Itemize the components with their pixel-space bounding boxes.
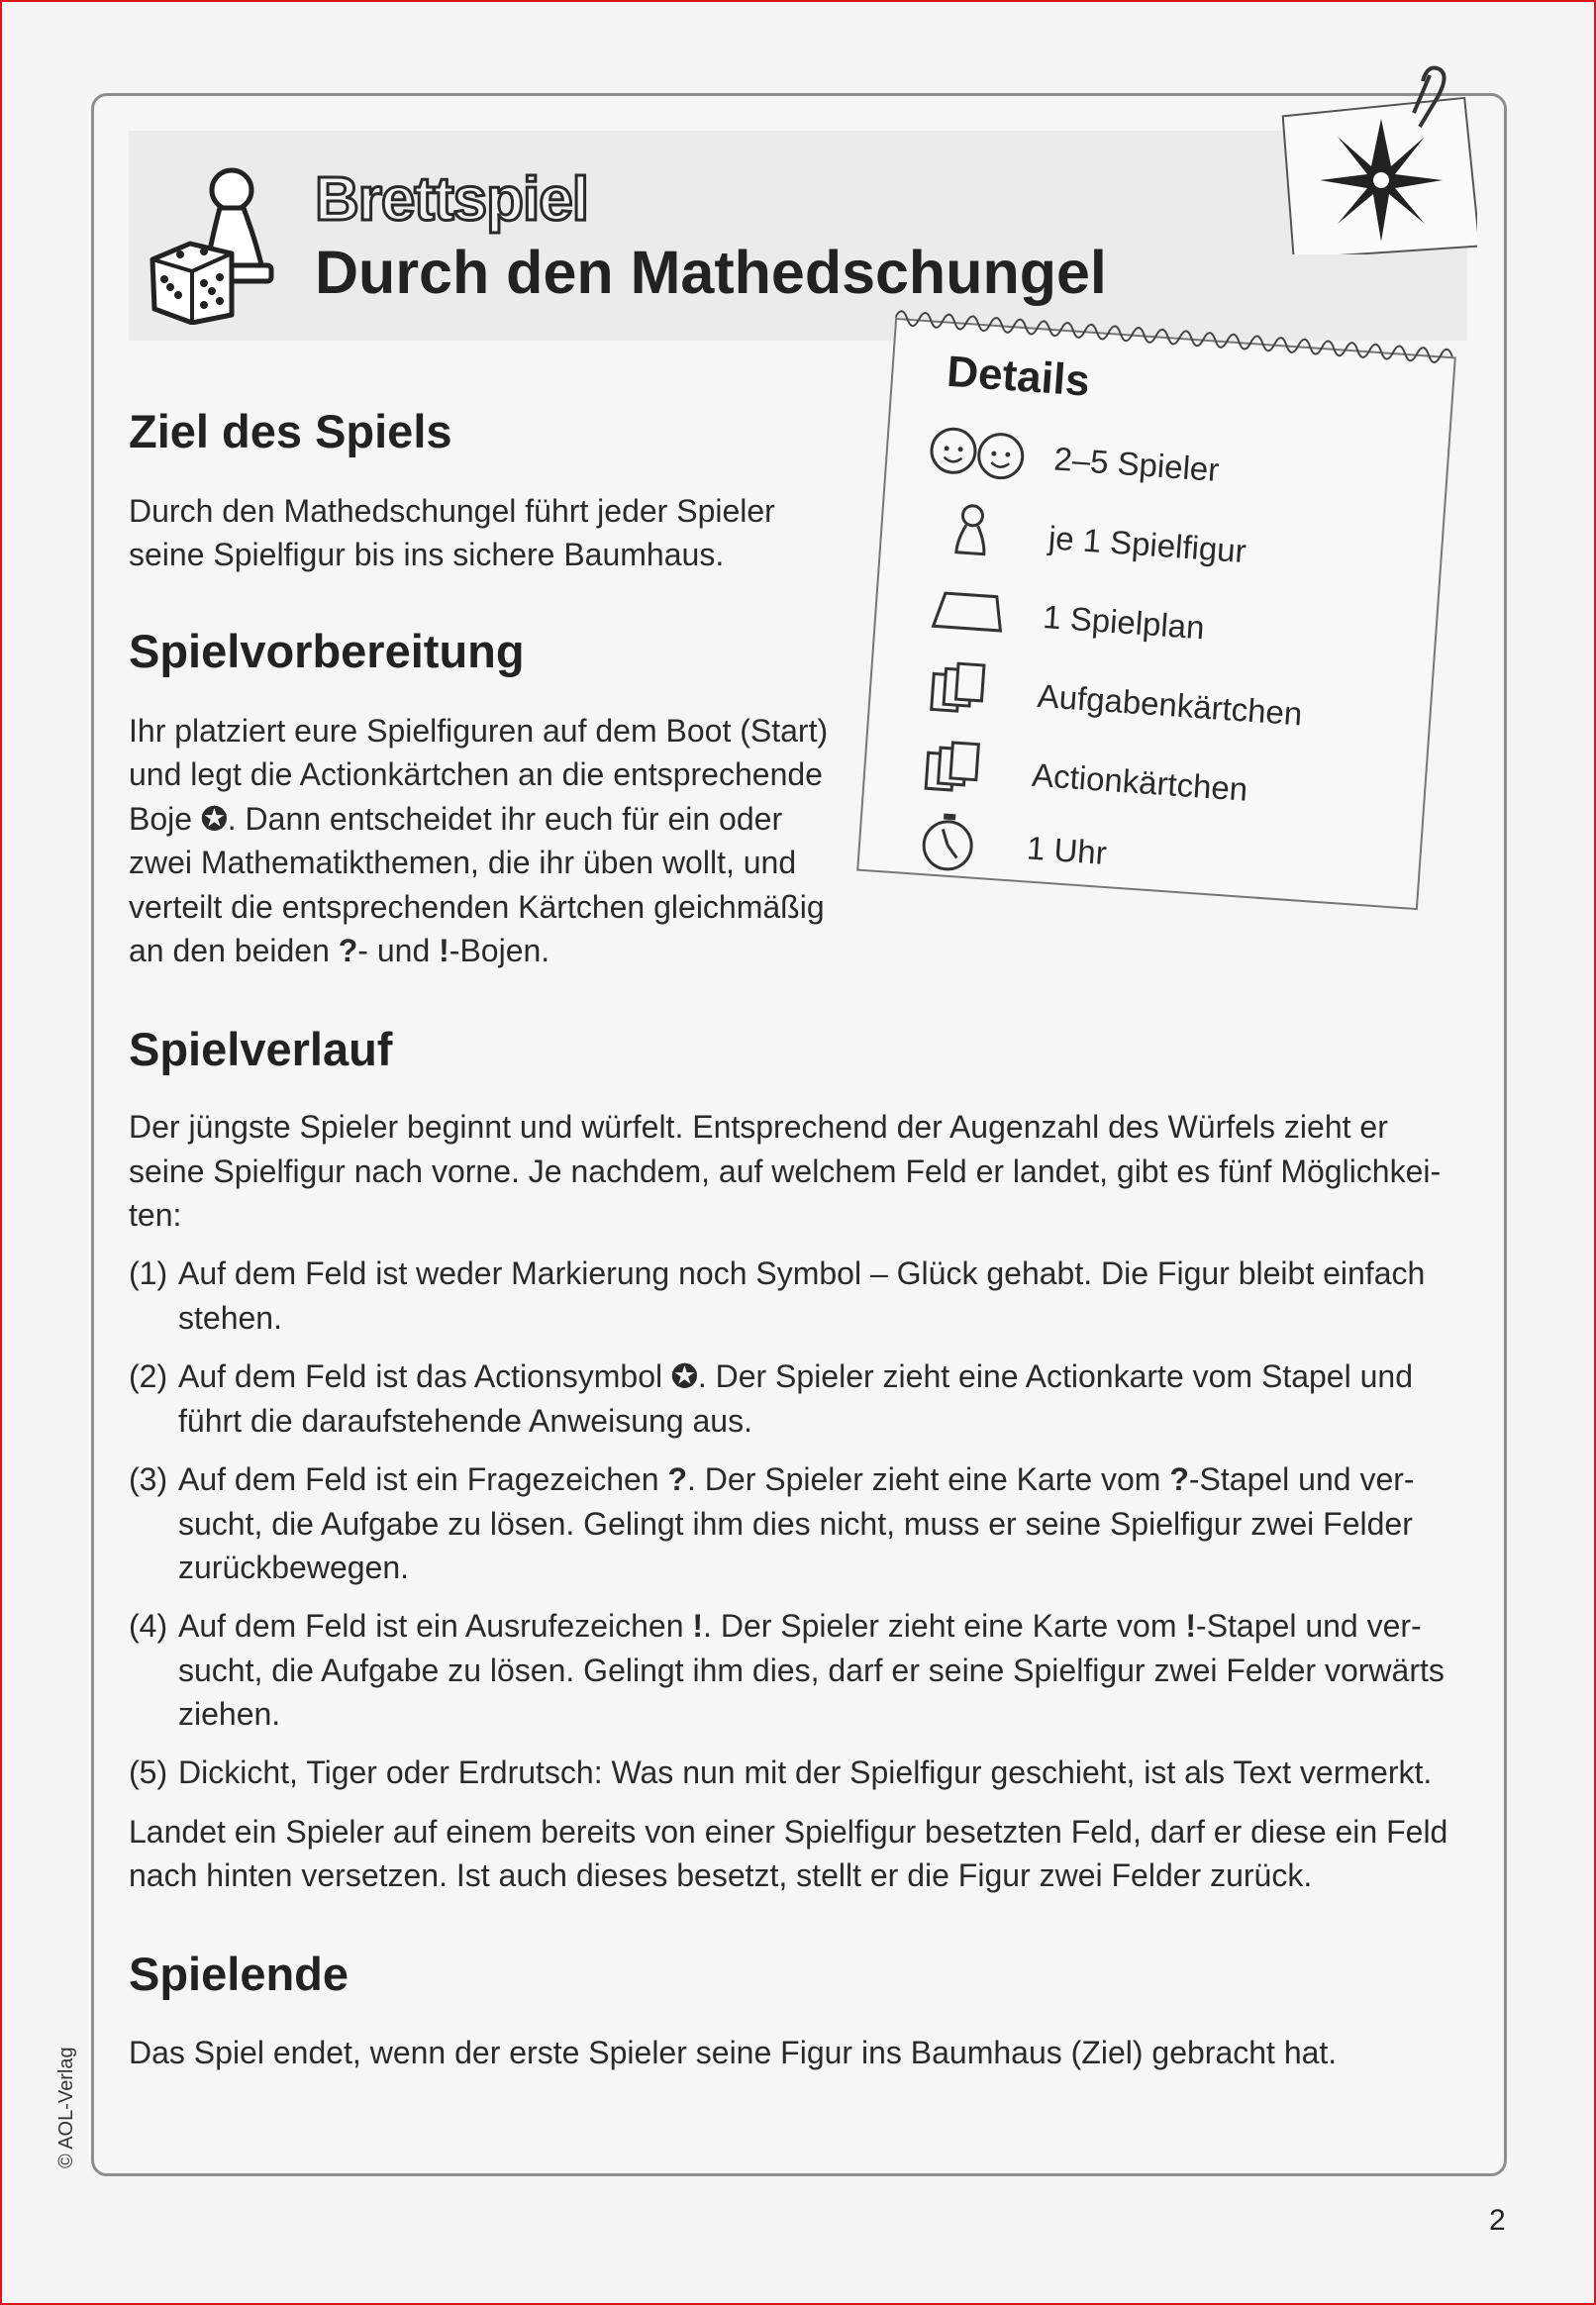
section-heading-ende: Spielende <box>129 1948 349 2000</box>
pinned-star-note <box>1279 61 1477 254</box>
exclamation-symbol: ! <box>1185 1608 1197 1644</box>
page-title: Durch den Mathedschungel <box>315 239 1107 306</box>
rule-number: (5) <box>129 1754 168 1790</box>
text-run: Boje <box>129 801 201 837</box>
rule-line: Auf dem Feld ist weder Markierung noch Symbol – Glück gehabt. Die Figur bleibt einfach <box>178 1255 1426 1291</box>
rule-line: zurückbewegen. <box>178 1550 410 1585</box>
header-kicker: Brettspiel <box>315 165 588 234</box>
rule-item <box>129 1604 1485 1737</box>
text-run: -Stapel und ver- <box>1188 1461 1415 1497</box>
action-symbol-icon: ✪ <box>671 1358 698 1394</box>
text-run: - und <box>357 933 440 968</box>
ziel-text-line: Durch den Mathedschungel führt jeder Spieler <box>129 493 775 529</box>
rule-number: (4) <box>129 1608 168 1644</box>
cards-icon <box>902 736 1015 803</box>
exclamation-symbol: ! <box>692 1608 704 1644</box>
details-label: je 1 Spielfigur <box>1047 519 1247 570</box>
rule-line <box>129 1457 1485 1502</box>
text-run: Auf dem Feld ist ein Fragezeichen <box>178 1461 668 1497</box>
text-run: -Stapel und ver- <box>1196 1608 1422 1644</box>
board-icon <box>913 577 1026 645</box>
text-run: . Der Spieler zieht eine Actionkarte vom Stapel und <box>697 1358 1413 1394</box>
copyright-note: © AOL-Verlag <box>55 2047 77 2168</box>
vorbereitung-text-line: Ihr platziert eure Spielfiguren auf dem Boot (Start) <box>129 713 829 749</box>
rule-line: sucht, die Aufgabe zu lösen. Gelingt ihm dies nicht, muss er seine Spielfigur zwei Felder <box>178 1505 1413 1542</box>
ende-text: Das Spiel endet, wenn der erste Spieler seine Figur ins Baumhaus (Ziel) gebracht hat. <box>129 2035 1338 2070</box>
vorbereitung-text-line: und legt die Actionkärtchen an die entsprechende <box>129 756 823 792</box>
question-mark-symbol: ? <box>338 933 358 968</box>
vorbereitung-text-line: verteilt die entsprechenden Kärtchen gleichmäßig <box>129 889 825 925</box>
rule-line: führt die daraufstehende Anweisung aus. <box>178 1402 752 1439</box>
section-heading-vorbereitung: Spielvorbereitung <box>129 625 525 677</box>
vorbereitung-text-line: zwei Mathematikthemen, die ihr üben wollt, und <box>129 845 797 880</box>
header-band <box>129 131 1467 341</box>
details-label: 1 Uhr <box>1025 829 1109 872</box>
rule-item <box>129 1751 1485 1795</box>
rule-number: (2) <box>129 1358 168 1394</box>
verlauf-outro-line: nach hinten versetzen. Ist auch dieses besetzt, stellt er die Figur zwei Felder zurück. <box>129 1857 1313 1893</box>
verlauf-intro-line: ten: <box>129 1197 182 1233</box>
details-label: 2–5 Spieler <box>1052 440 1221 489</box>
rule-line <box>129 1604 1485 1649</box>
rule-line: ziehen. <box>178 1696 281 1732</box>
ziel-text-line: seine Spielfigur bis ins sichere Baumhaus. <box>129 537 725 572</box>
details-label: Actionkärtchen <box>1031 755 1249 808</box>
details-label: 1 Spielplan <box>1042 598 1206 647</box>
text-run: . Dann entscheidet ihr euch für ein oder <box>227 801 783 837</box>
text-run: . Der Spieler zieht eine Karte vom <box>703 1608 1186 1644</box>
cards-icon <box>907 656 1020 724</box>
vorbereitung-text-line <box>129 929 549 973</box>
details-heading: Details <box>945 347 1092 406</box>
dice-pawn-icon <box>147 156 275 325</box>
rule-line: Dickicht, Tiger oder Erdrutsch: Was nun mit der Spielfigur geschieht, ist als Text vermerkt. <box>178 1754 1433 1790</box>
stopwatch-icon <box>896 808 1009 875</box>
text-run: -Bojen. <box>449 933 550 968</box>
verlauf-outro-line: Landet ein Spieler auf einem bereits von einer Spielfigur besetzten Feld, darf er diese ein Feld <box>129 1814 1448 1850</box>
text-run: . Der Spieler zieht eine Karte vom <box>687 1461 1170 1497</box>
question-mark-symbol: ? <box>1169 1461 1189 1497</box>
section-heading-verlauf: Spielverlauf <box>129 1023 393 1075</box>
pawn-icon <box>918 498 1031 565</box>
exclamation-symbol: ! <box>439 933 449 968</box>
section-heading-ziel: Ziel des Spiels <box>129 405 452 457</box>
page-number: 2 <box>1489 2204 1506 2237</box>
text-run: an den beiden <box>129 933 339 968</box>
rule-line <box>129 1354 1485 1399</box>
text-run: Auf dem Feld ist das Actionsymbol <box>178 1358 671 1394</box>
faces-icon <box>924 419 1037 486</box>
rule-number: (1) <box>129 1255 168 1291</box>
rule-number: (3) <box>129 1461 168 1497</box>
action-symbol-icon: ✪ <box>200 801 228 837</box>
question-mark-symbol: ? <box>667 1461 688 1497</box>
verlauf-intro-line: Der jüngste Spieler beginnt und würfelt. Entsprechend der Augenzahl des Würfels zieht er <box>129 1109 1388 1145</box>
vorbereitung-text-line <box>129 797 782 842</box>
text-run: Auf dem Feld ist ein Ausrufezeichen <box>178 1608 693 1644</box>
rule-line: sucht, die Aufgabe zu lösen. Gelingt ihm dies, darf er seine Spielfigur zwei Felder vorwärts <box>178 1652 1445 1688</box>
rule-item <box>129 1252 1485 1340</box>
details-label: Aufgabenkärtchen <box>1036 676 1304 733</box>
details-card <box>856 318 1456 910</box>
compass-star-icon <box>1320 119 1443 242</box>
rule-line: stehen. <box>178 1299 282 1336</box>
verlauf-intro-line: seine Spielfigur nach vorne. Je nachdem, auf welchem Feld er landet, gibt es fünf Möglichkei- <box>129 1153 1442 1189</box>
rule-item <box>129 1354 1485 1443</box>
rule-item <box>129 1457 1485 1590</box>
